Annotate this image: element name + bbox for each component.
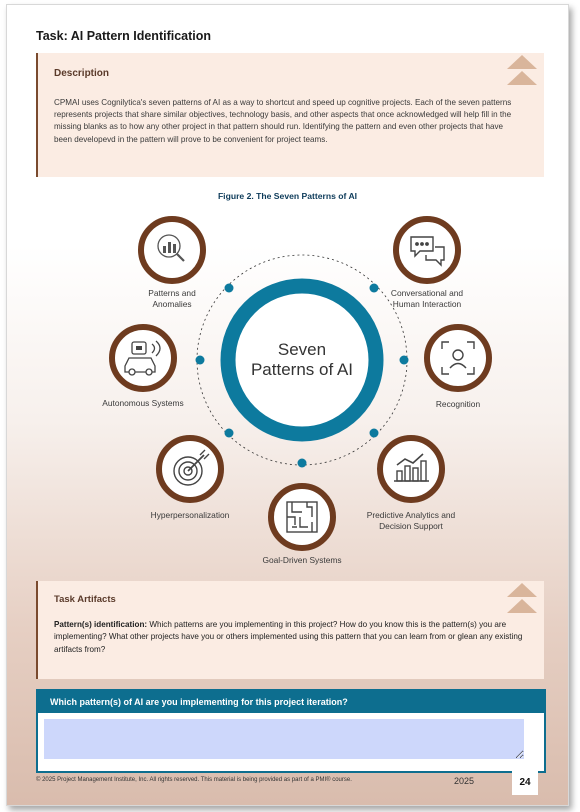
- label-conversational: Conversational and Human Interaction: [390, 288, 464, 309]
- footer-year: 2025: [454, 776, 475, 786]
- center-title-line1: Seven: [277, 340, 327, 359]
- node-conversational: [396, 219, 458, 281]
- label-patterns-anomalies: Patterns and Anomalies: [148, 288, 196, 309]
- label-recognition: Recognition: [435, 399, 481, 409]
- label-predictive: Predictive Analytics and Decision Support: [366, 510, 456, 531]
- label-hyperpersonalization: Hyperpersonalization: [150, 510, 230, 520]
- node-autonomous: [112, 327, 174, 389]
- decorative-triangles-icon: [507, 583, 537, 615]
- page-number: 24: [512, 771, 538, 795]
- node-goal-driven: [271, 486, 333, 548]
- task-title: Task: AI Pattern Identification: [36, 29, 212, 43]
- artifacts-lead: Pattern(s) identification:: [54, 620, 148, 629]
- node-hyperpersonalization: [159, 438, 221, 500]
- center-title-line2: Patterns of AI: [250, 360, 354, 379]
- label-goal-driven: Goal-Driven Systems: [262, 555, 342, 565]
- label-autonomous: Autonomous Systems: [102, 398, 184, 408]
- artifacts-text: Which patterns are you implementing in this project? How do you know this is the pattern(s) you are implementing? What other projects have you or others implemented using this pattern that you can learn from or glean any existing artifacts from?: [54, 620, 523, 654]
- question-heading: Which pattern(s) of AI are you implementing for this project iteration?: [38, 691, 544, 713]
- figure-caption: Figure 2. The Seven Patterns of AI: [217, 191, 358, 201]
- task-artifacts-panel: [36, 581, 544, 679]
- node-predictive: [380, 438, 442, 500]
- question-panel: [36, 689, 546, 773]
- node-patterns-anomalies: [141, 219, 203, 281]
- node-recognition: [427, 327, 489, 389]
- description-heading: Description: [54, 68, 110, 79]
- answer-input[interactable]: [44, 719, 524, 759]
- artifacts-heading: Task Artifacts: [54, 594, 116, 605]
- footer-copyright: © 2025 Project Management Institute, Inc. All rights reserved. This material is being provided as part of a PMI® course.: [36, 777, 352, 783]
- seven-patterns-diagram: [7, 5, 568, 580]
- description-body: CPMAI uses Cognilytica's seven patterns of AI as a way to shortcut and speed up cognitive projects. Each of the seven patterns represents projects that share similar objectives, technology basis, and other aspects that once acknowledged will help fill in the missing blanks as to how any other project in that pattern should run. Identifying the pattern and even other projects that have been developevd in the pattern will prove to be convenient for project teams.: [54, 98, 512, 144]
- document-page: [6, 4, 569, 806]
- artifacts-body: [54, 619, 524, 656]
